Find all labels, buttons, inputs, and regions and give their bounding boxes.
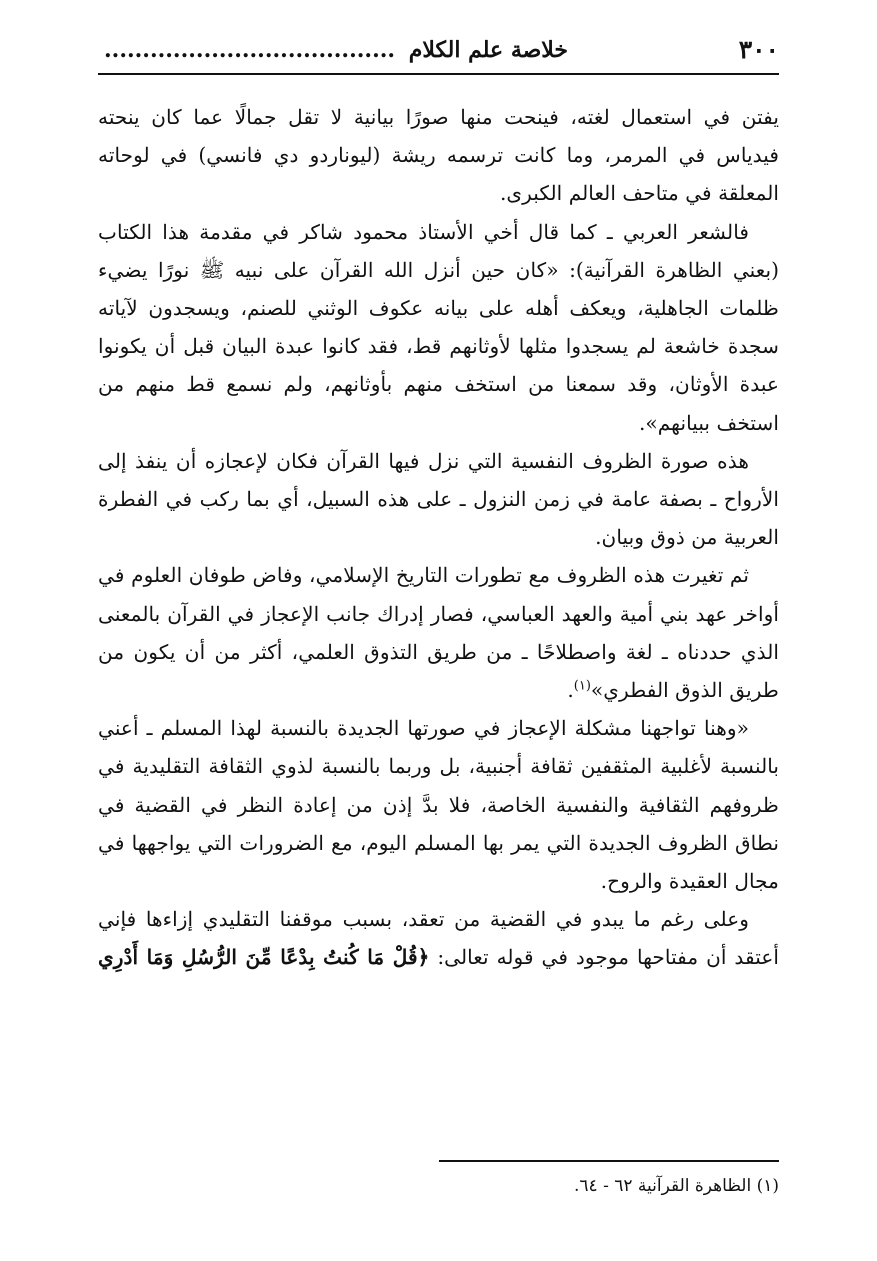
paragraph-4-end: . — [567, 678, 574, 703]
page-header — [98, 28, 779, 68]
paragraph-5: «وهنا تواجهنا مشكلة الإعجاز في صورتها الجديدة بالنسبة لهذا المسلم ـ أعني بالنسبة لأغلبية المثقفين ثقافة أجنبية، بل وربما بالنسبة لذوي الثقافة التقليدية في ظروفهم الثقافية والنفسية الخاصة، فلا بدَّ إذن من إعادة النظر في القضية في نطاق الظروف الجديدة التي يمر بها المسلم اليوم، مع الضرورات التي يواجهها في مجال العقيدة والروح. — [98, 716, 779, 894]
paragraph-6-text: وعلى رغم ما يبدو في القضية من تعقد، بسبب موقفنا التقليدي إزاءها فإني أعتقد أن مفتاحها موجود في قوله تعالى: — [98, 907, 779, 970]
leader-dots: ...................................... — [104, 37, 396, 63]
header-divider — [98, 73, 779, 75]
paragraph-2: فالشعر العربي ـ كما قال أخي الأستاذ محمود شاكر في مقدمة هذا الكتاب (بعني الظاهرة القرآنية): «كان حين أنزل الله القرآن على نبيه ﷺ نورًا يضيء ظلمات الجاهلية، ويعكف أهله على بيانه عكوف الوثني للصنم، ويسجدون لآياته سجدة خاشعة لم يسجدوا مثلها لأوثانهم قط، فقد كانوا عبدة البيان قبل أن يكونوا عبدة الأوثان، وقد سمعنا من استخف منهم بأوثانهم، ولم نسمع قط منهم من استخف ببيانهم». — [98, 219, 779, 435]
footnote: (١) الظاهرة القرآنية ٦٢ - ٦٤. — [574, 1176, 779, 1196]
running-title-text: خلاصة علم الكلام — [408, 37, 569, 63]
main-text — [98, 98, 779, 977]
footnote-reference[interactable]: (١) — [573, 678, 591, 694]
quran-verse: ﴿قُلْ مَا كُنتُ بِدْعًا مِّنَ الرُّسُلِ وَمَا أَدْرِي — [98, 945, 430, 970]
page-number: ٣٠٠ — [738, 35, 779, 64]
footnote-divider — [439, 1160, 779, 1162]
running-title — [98, 32, 733, 68]
paragraph-3: هذه صورة الظروف النفسية التي نزل فيها القرآن فكان لإعجازه أن ينفذ إلى الأرواح ـ بصفة عامة في زمن النزول ـ على هذه السبيل، أي بما ركب في الفطرة العربية من ذوق وبيان. — [98, 448, 779, 550]
paragraph-6 — [98, 900, 779, 976]
paragraph-4 — [98, 556, 779, 709]
paragraph-4-text: ثم تغيرت هذه الظروف مع تطورات التاريخ الإسلامي، وفاض طوفان العلوم في أواخر عهد بني أمية والعهد العباسي، فصار إدراك جانب الإعجاز في القرآن بالمعنى الذي حددناه ـ لغة واصطلاحًا ـ من طريق التذوق العلمي، أكثر من أن يكون من طريق الذوق الفطري» — [98, 563, 779, 703]
paragraph-1: يفتن في استعمال لغته، فينحت منها صورًا بيانية لا تقل جمالًا عما كان ينحته فيدياس في المرمر، وما كانت ترسمه ريشة (ليوناردو دي فانسي) في لوحاته المعلقة في متاحف العالم الكبرى. — [98, 105, 779, 206]
